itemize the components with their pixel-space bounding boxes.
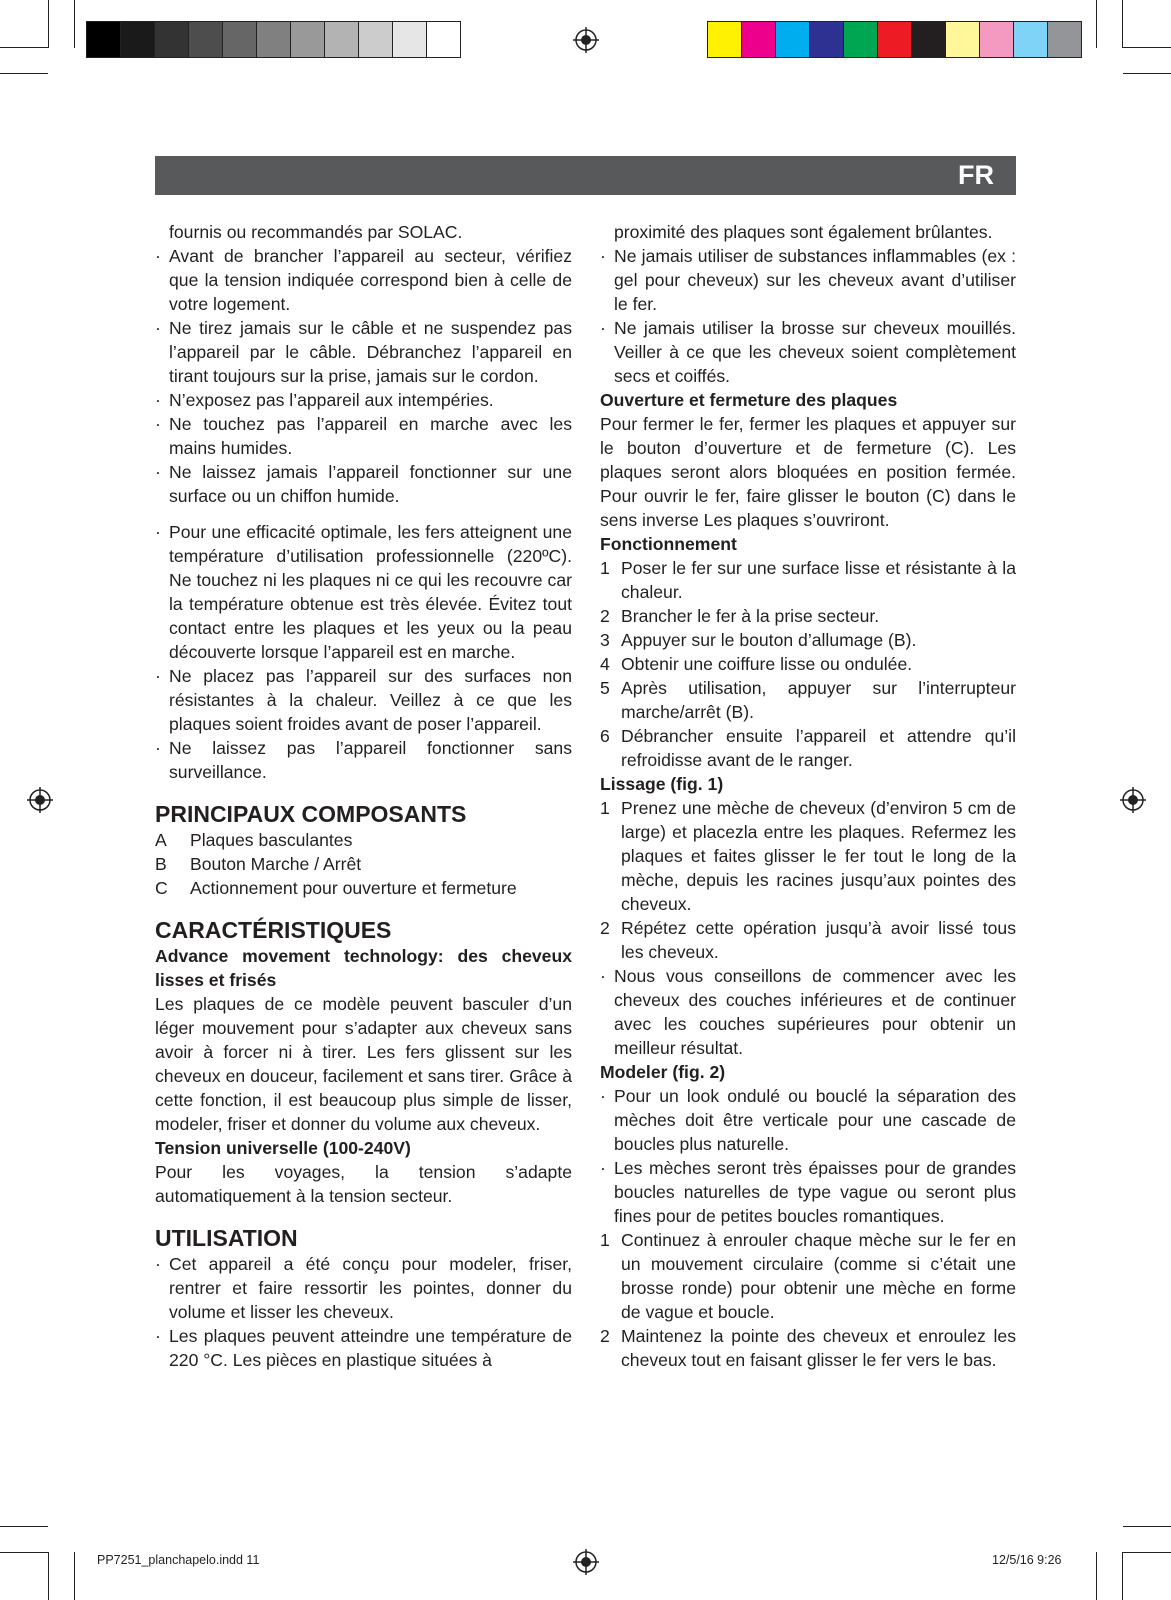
step-number: 5 — [600, 678, 610, 698]
crop-mark — [74, 0, 75, 48]
bullet-item: · N’exposez pas l’appareil aux intempéries. — [155, 390, 494, 410]
color-swatch — [189, 22, 223, 57]
numbered-item: 2 Maintenez la pointe des cheveux et enroulez les cheveux tout en faisant glisser le fer vers le bas. — [600, 1326, 1016, 1370]
bullet-item: · Les plaques peuvent atteindre une température de 220 °C. Les pièces en plastique situées à — [155, 1326, 572, 1370]
right-column — [600, 220, 1016, 1372]
crop-mark — [0, 1552, 48, 1553]
registration-mark-icon — [1120, 787, 1146, 813]
color-swatch — [776, 22, 810, 57]
color-swatch — [87, 22, 121, 57]
step-number: 2 — [600, 606, 610, 626]
step-number: 6 — [600, 726, 610, 746]
numbered-item — [600, 556, 1016, 604]
registration-mark-icon — [573, 27, 599, 53]
crop-mark — [1123, 1552, 1171, 1553]
step-text: Poser le fer sur une surface lisse et résistante à la chaleur. — [621, 558, 1016, 602]
color-swatch — [810, 22, 844, 57]
file-slug: PP7251_planchapelo.indd 11 — [97, 1553, 260, 1567]
component-item — [155, 852, 572, 876]
step-number: 4 — [600, 654, 610, 674]
color-swatch — [742, 22, 776, 57]
component-letter: A — [155, 830, 167, 850]
step-number: 1 — [600, 558, 610, 578]
color-swatch — [223, 22, 257, 57]
crop-mark — [1122, 1552, 1123, 1600]
paragraph: fournis ou recommandés par SOLAC. — [169, 222, 463, 242]
color-swatch — [844, 22, 878, 57]
subheading: Ouverture et fermeture des plaques — [600, 390, 898, 410]
step-text: Obtenir une coiffure lisse ou ondulée. — [621, 654, 913, 674]
crop-mark — [1122, 0, 1123, 48]
component-letter: B — [155, 854, 167, 874]
numbered-item: 1 Continuez à enrouler chaque mèche sur le fer en un mouvement circulaire (comme si c’était une brosse ronde) pour obtenir une mèche en forme de vague et boucle. — [600, 1230, 1016, 1322]
color-swatch — [980, 22, 1014, 57]
bullet-item: · Ne laissez jamais l’appareil fonctionner sur une surface ou un chiffon humide. — [155, 462, 572, 506]
crop-mark — [1123, 73, 1171, 74]
process-color-bar — [707, 21, 1082, 58]
color-swatch — [257, 22, 291, 57]
paragraph: Les plaques de ce modèle peuvent basculer d’un léger mouvement pour s’adapter aux cheveux sans avoir à forcer ni à tirer. Les fers glissent sur les cheveux en douceur, facilement et sans tirer. Grâce à cette fonction, il est beaucoup plus simple de lisser, modeler, friser et donner du volume aux cheveux. — [155, 994, 572, 1134]
bullet-item: · Ne tirez jamais sur le câble et ne suspendez pas l’appareil par le câble. Débranchez l’appareil en tirant toujours sur la prise, jamais sur le cordon. — [155, 318, 572, 386]
color-swatch — [878, 22, 912, 57]
component-label: Bouton Marche / Arrêt — [190, 854, 362, 874]
color-swatch — [393, 22, 427, 57]
numbered-item: 2 Répétez cette opération jusqu’à avoir lissé tous les cheveux. — [600, 918, 1016, 962]
bullet-item: · Ne jamais utiliser la brosse sur cheveux mouillés. Veiller à ce que les cheveux soient complètement secs et coiffés. — [600, 318, 1016, 386]
bullet-item: · Ne touchez pas l’appareil en marche avec les mains humides. — [155, 414, 572, 458]
color-swatch — [359, 22, 393, 57]
section-heading: PRINCIPAUX COMPOSANTS — [155, 801, 467, 827]
component-item — [155, 876, 572, 900]
section-header-band — [155, 156, 1016, 195]
color-swatch — [325, 22, 359, 57]
component-label: Plaques basculantes — [190, 830, 353, 850]
components-list — [155, 828, 572, 900]
bullet-item: · Avant de brancher l’appareil au secteur, vérifiez que la tension indiquée correspond bien à celle de votre logement. — [155, 246, 572, 314]
color-swatch — [946, 22, 980, 57]
component-label: Actionnement pour ouverture et fermeture — [190, 878, 517, 898]
bullet-item: · Ne placez pas l’appareil sur des surfaces non résistantes à la chaleur. Veillez à ce que les plaques soient froides avant de poser l’appareil. — [155, 666, 572, 734]
color-swatch — [1014, 22, 1048, 57]
color-swatch — [121, 22, 155, 57]
bullet-item: · Pour une efficacité optimale, les fers atteignent une température d’utilisation professionnelle (220ºC). Ne touchez ni les plaques ni ce qui les recouvre car la température obtenue est très élevée. Évitez tout contact entre les plaques et les yeux ou la peau découverte lorsque l’appareil est en marche. — [155, 522, 572, 662]
color-swatch — [1048, 22, 1081, 57]
color-swatch — [427, 22, 460, 57]
bullet-item: · Ne jamais utiliser de substances inflammables (ex : gel pour cheveux) sur les cheveux avant d’utiliser le fer. — [600, 246, 1016, 314]
bullet-item: · Cet appareil a été conçu pour modeler, friser, rentrer et faire ressortir les pointes, donner du volume et lisser les cheveux. — [155, 1254, 572, 1322]
crop-mark — [48, 0, 49, 48]
color-swatch — [291, 22, 325, 57]
crop-mark — [0, 47, 48, 48]
section-heading: UTILISATION — [155, 1225, 298, 1251]
crop-mark — [0, 73, 48, 74]
crop-mark — [48, 1552, 49, 1600]
crop-mark — [1096, 1552, 1097, 1600]
numbered-item — [600, 628, 1016, 652]
component-item — [155, 828, 572, 852]
color-swatch — [912, 22, 946, 57]
step-text: Après utilisation, appuyer sur l’interrupteur marche/arrêt (B). — [621, 678, 1016, 722]
numbered-item — [600, 604, 1016, 628]
crop-mark — [0, 1526, 48, 1527]
section-heading: CARACTÉRISTIQUES — [155, 917, 392, 943]
paragraph: Pour les voyages, la tension s’adapte automatiquement à la tension secteur. — [155, 1162, 572, 1206]
step-number: 3 — [600, 630, 610, 650]
grayscale-color-bar — [86, 21, 461, 58]
paragraph: Pour fermer le fer, fermer les plaques et appuyer sur le bouton d’ouverture et de fermeture (C). Les plaques seront alors bloquées en position fermée. Pour ouvrir le fer, faire glisser le bouton (C) dans le sens inverse Les plaques s’ouvriront. — [600, 414, 1016, 530]
bullet-item: · Les mèches seront très épaisses pour de grandes boucles naturelles de type vague ou seront plus fines pour de petites boucles romantiques. — [600, 1158, 1016, 1226]
language-label: FR — [958, 160, 994, 190]
color-swatch — [708, 22, 742, 57]
registration-mark-icon — [573, 1549, 599, 1575]
bullet-item: · Nous vous conseillons de commencer avec les cheveux des couches inférieures et de continuer avec les couches supérieures pour obtenir un meilleur résultat. — [600, 966, 1016, 1058]
numbered-item — [600, 652, 1016, 676]
subheading: Modeler (fig. 2) — [600, 1062, 726, 1082]
component-letter: C — [155, 878, 168, 898]
crop-mark — [1096, 0, 1097, 48]
numbered-item — [600, 724, 1016, 772]
crop-mark — [1123, 47, 1171, 48]
crop-mark — [74, 1552, 75, 1600]
operation-steps-list — [600, 556, 1016, 772]
bullet-item: · Pour un look ondulé ou bouclé la séparation des mèches doit être verticale pour une cascade de boucles plus naturelle. — [600, 1086, 1016, 1154]
date-slug: 12/5/16 9:26 — [992, 1553, 1062, 1567]
registration-mark-icon — [27, 787, 53, 813]
bullet-item: · Ne laissez pas l’appareil fonctionner sans surveillance. — [155, 738, 572, 782]
numbered-item: 1 Prenez une mèche de cheveux (d’environ 5 cm de large) et placezla entre les plaques. Refermez les plaques et faites glisser le fer tout le long de la mèche, depuis les racines jusqu’aux pointes des cheveux. — [600, 798, 1016, 914]
left-column — [155, 220, 572, 1372]
subheading: Tension universelle (100-240V) — [155, 1138, 411, 1158]
subheading: Lissage (fig. 1) — [600, 774, 724, 794]
subheading: Fonctionnement — [600, 534, 737, 554]
step-text: Débrancher ensuite l’appareil et attendre qu’il refroidisse avant de le ranger. — [621, 726, 1016, 770]
paragraph: proximité des plaques sont également brûlantes. — [614, 222, 993, 242]
step-text: Appuyer sur le bouton d’allumage (B). — [621, 630, 917, 650]
crop-mark — [1123, 1526, 1171, 1527]
color-swatch — [155, 22, 189, 57]
step-text: Brancher le fer à la prise secteur. — [621, 606, 880, 626]
numbered-item — [600, 676, 1016, 724]
subheading: Advance movement technology: des cheveux lisses et frisés — [155, 946, 572, 990]
